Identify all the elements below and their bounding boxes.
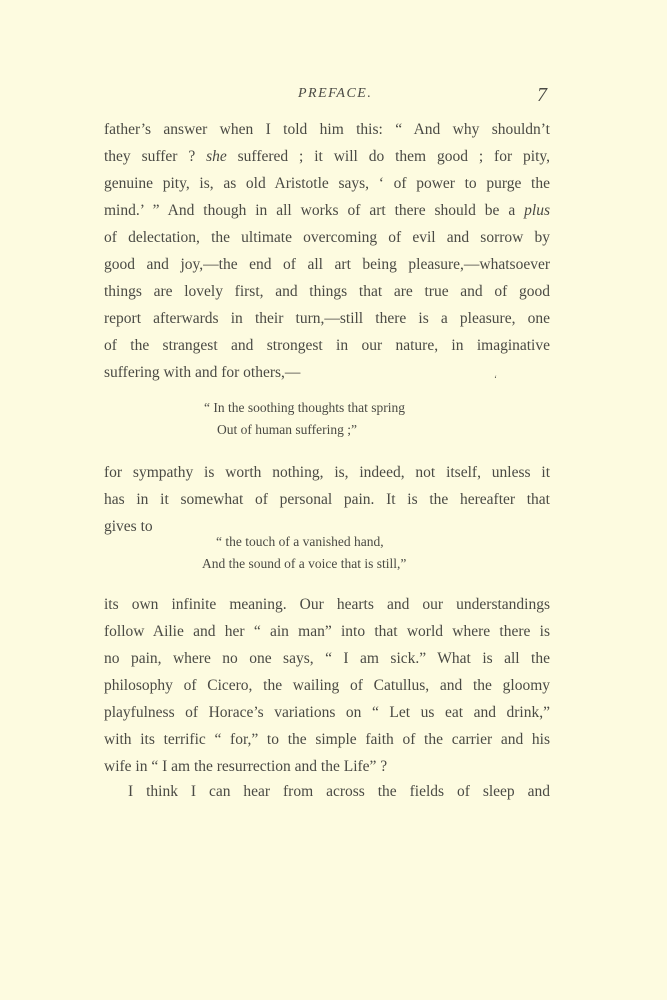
text-line: wife in “ I am the resurrection and the Life” ?: [104, 758, 388, 775]
text-line: philosophy of Cicero, the wailing of Catullus, and the gloomy: [104, 677, 550, 694]
emphasis-plus: plus: [524, 202, 550, 219]
verse-line: And the sound of a voice that is still,”: [202, 556, 407, 571]
text-line: no pain, where no one says, “ I am sick.” What is all the: [104, 650, 550, 667]
emphasis-she: she: [206, 148, 227, 165]
paragraph-3: [104, 591, 550, 780]
text-line: report afterwards in their turn,—still there is a pleasure, one: [104, 310, 550, 327]
text-line: mind.’ ” And though in all works of art there should be a plus: [104, 202, 550, 219]
text-line: genuine pity, is, as old Aristotle says, ‘ of power to purge the: [104, 175, 550, 192]
text-line: good and joy,—the end of all art being pleasure,—whatsoever: [104, 256, 550, 273]
text-line: follow Ailie and her “ ain man” into that world where there is: [104, 623, 550, 640]
verse-line: Out of human suffering ;”: [217, 422, 357, 437]
verse-quote-2: [202, 531, 406, 575]
verse-line: “ the touch of a vanished hand,: [216, 534, 384, 549]
text-line: I think I can hear from across the fields of sleep and: [128, 783, 550, 800]
text-line: with its terrific “ for,” to the simple faith of the carrier and his: [104, 731, 550, 748]
verse-quote-1: [204, 397, 405, 441]
text-line: father’s answer when I told him this: “ And why shouldn’t: [104, 121, 550, 138]
running-header: PREFACE.: [298, 86, 373, 101]
text-line: of delectation, the ultimate overcoming of evil and sorrow by: [104, 229, 550, 246]
text-line: gives to: [104, 518, 153, 535]
text-line: has in it somewhat of personal pain. It is the hereafter that: [104, 491, 550, 508]
page-number: 7: [537, 84, 547, 106]
paragraph-2: [104, 459, 550, 540]
verse-line: “ In the soothing thoughts that spring: [204, 400, 405, 415]
paragraph-1: [104, 116, 550, 386]
text-line: suffering with and for others,—: [104, 364, 301, 381]
stray-mark: ‘: [494, 374, 497, 384]
text-line: things are lovely first, and things that are true and of good: [104, 283, 550, 300]
paragraph-4: [104, 778, 550, 805]
text-line: playfulness of Horace’s variations on “ Let us eat and drink,”: [104, 704, 550, 721]
text-line: of the strangest and strongest in our nature, in imaginative: [104, 337, 550, 354]
text-line: they suffer ? she suffered ; it will do them good ; for pity,: [104, 148, 550, 165]
text-line: its own infinite meaning. Our hearts and our understandings: [104, 596, 550, 613]
text-line: for sympathy is worth nothing, is, indeed, not itself, unless it: [104, 464, 550, 481]
